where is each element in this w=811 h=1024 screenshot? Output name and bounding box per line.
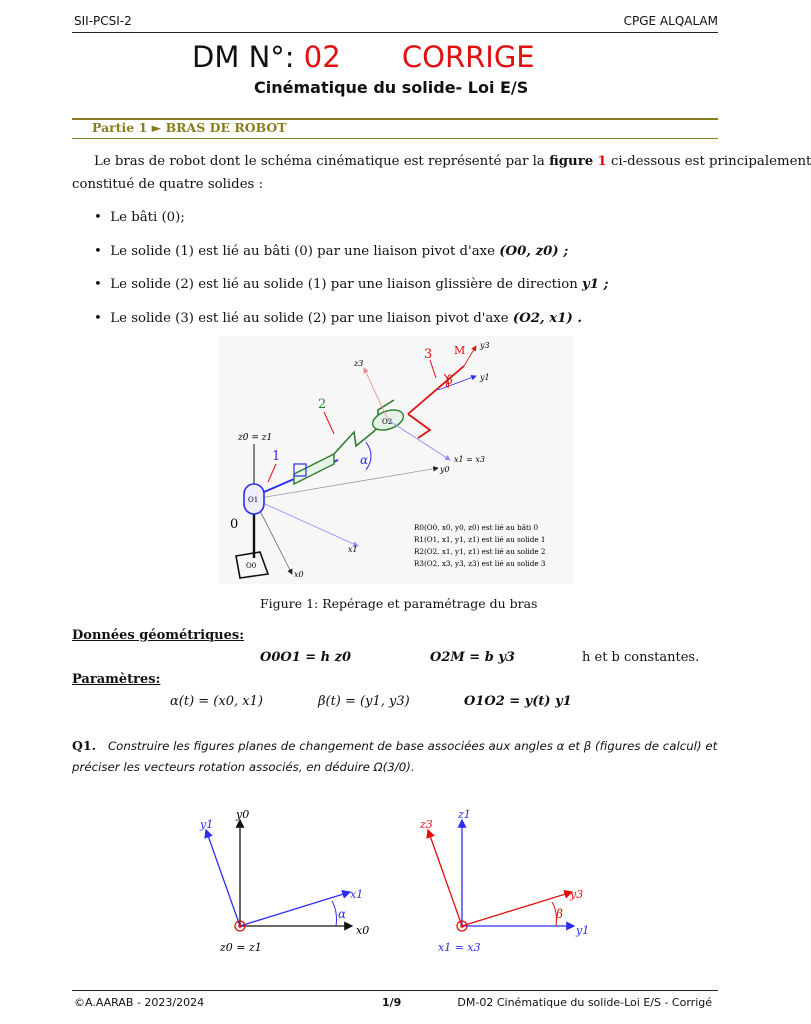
label-y3: y3: [480, 341, 490, 350]
question-line-1: Q1. Construire les figures planes de changement de base associées aux angles α et β (figures de calcul) et: [72, 738, 718, 753]
label-y1-calc-right: y1: [576, 924, 590, 937]
header-right: CPGE ALQALAM: [623, 14, 718, 28]
list-item: • Le bâti (0);: [94, 210, 185, 225]
list-item: • Le solide (3) est lié au solide (2) par une liaison pivot d'axe (O2, x1) .: [94, 311, 583, 326]
footer-left: ©A.AARAB - 2023/2024: [74, 996, 205, 1009]
question-line-2: préciser les vecteurs rotation associés, en déduire Ω(3/0).: [72, 760, 415, 774]
header-left: SII-PCSI-2: [74, 14, 132, 28]
label-z1-calc: z1: [458, 808, 471, 821]
label-y3-calc: y3: [570, 888, 584, 901]
section-label: Partie 1 ► BRAS DE ROBOT: [92, 120, 287, 135]
parametres-eq3: O1O2 = y(t) y1: [464, 694, 572, 709]
x1-vector: [240, 892, 350, 926]
alpha-arc-calc: [332, 901, 337, 926]
title-tag: CORRIGE: [401, 40, 535, 74]
label-beta-calc: β: [556, 907, 563, 921]
label-x0: x0: [294, 570, 304, 579]
label-z3-calc: z3: [420, 818, 433, 831]
label-solid-0: 0: [230, 517, 239, 532]
label-solid-2: 2: [318, 397, 327, 412]
label-y0: y0: [440, 465, 450, 474]
donnees-eq3: h et b constantes.: [582, 650, 700, 665]
y1-vector: [206, 830, 240, 926]
page-subtitle: Cinématique du solide- Loi E/S: [254, 78, 529, 97]
label-z0z1: z0 = z1: [238, 433, 273, 443]
label-O1: O1: [248, 496, 259, 504]
label-center-right: x1 = x3: [438, 941, 481, 954]
calc-figure-alpha: [190, 800, 390, 960]
label-beta: β: [446, 373, 453, 387]
header-rule: [72, 32, 718, 33]
label-y0-calc: y0: [236, 808, 250, 821]
figure-caption: Figure 1: Repérage et paramétrage du bras: [260, 596, 538, 611]
label-x0-calc: x0: [356, 924, 370, 937]
parametres-heading: Paramètres:: [72, 672, 161, 687]
label-alpha: α: [360, 453, 369, 467]
page-title: [192, 40, 535, 74]
title-prefix: DM N°:: [192, 40, 295, 74]
label-x1-calc: x1: [350, 888, 364, 901]
title-number: 02: [303, 40, 341, 74]
list-item: • Le solide (1) est lié au bâti (0) par une liaison pivot d'axe (O0, z0) ;: [94, 244, 569, 259]
parametres-eq1: α(t) = (x0, x1): [170, 694, 263, 709]
intro-line-1: Le bras de robot dont le schéma cinématique est représenté par la figure 1 ci-dessous est principalement: [94, 154, 811, 169]
footer-right: DM-02 Cinématique du solide-Loi E/S - Corrigé: [457, 996, 712, 1009]
label-O0: O0: [246, 562, 257, 570]
list-item: • Le solide (2) est lié au solide (1) par une liaison glissière de direction y1 ;: [94, 277, 609, 292]
legend-r3: R3(O2, x3, y3, z3) est lié au solide 3: [414, 559, 546, 568]
label-center-left: z0 = z1: [220, 941, 262, 954]
label-x1: x1: [348, 545, 358, 554]
legend-r1: R1(O1, x1, y1, z1) est lié au solide 1: [414, 535, 546, 544]
footer-rule: [72, 990, 718, 991]
label-alpha-calc: α: [338, 907, 347, 921]
label-z3: z3: [354, 359, 364, 368]
legend-r0: R0(O0, x0, y0, z0) est lié au bâti 0: [414, 523, 539, 532]
robot-arm-figure: [218, 336, 574, 584]
label-y1-calc: y1: [200, 818, 214, 831]
section-rule-bottom: [72, 138, 718, 139]
donnees-eq2: O2M = b y3: [430, 650, 515, 665]
donnees-eq1: O0O1 = h z0: [260, 650, 352, 665]
label-y1: y1: [480, 373, 490, 382]
parametres-eq2: β(t) = (y1, y3): [318, 694, 410, 709]
label-x1x3: x1 = x3: [454, 455, 485, 464]
label-solid-1: 1: [272, 449, 281, 464]
legend-r2: R2(O2, x1, y1, z1) est lié au solide 2: [414, 547, 546, 556]
calc-figure-beta: [412, 800, 612, 960]
donnees-heading: Données géométriques:: [72, 628, 245, 643]
z3-vector: [428, 830, 462, 926]
intro-line-2: constitué de quatre solides :: [72, 177, 264, 192]
label-M: M: [454, 344, 466, 357]
page-number: 1/9: [382, 996, 402, 1009]
label-solid-3: 3: [424, 347, 433, 362]
label-O2: O2: [382, 418, 393, 426]
